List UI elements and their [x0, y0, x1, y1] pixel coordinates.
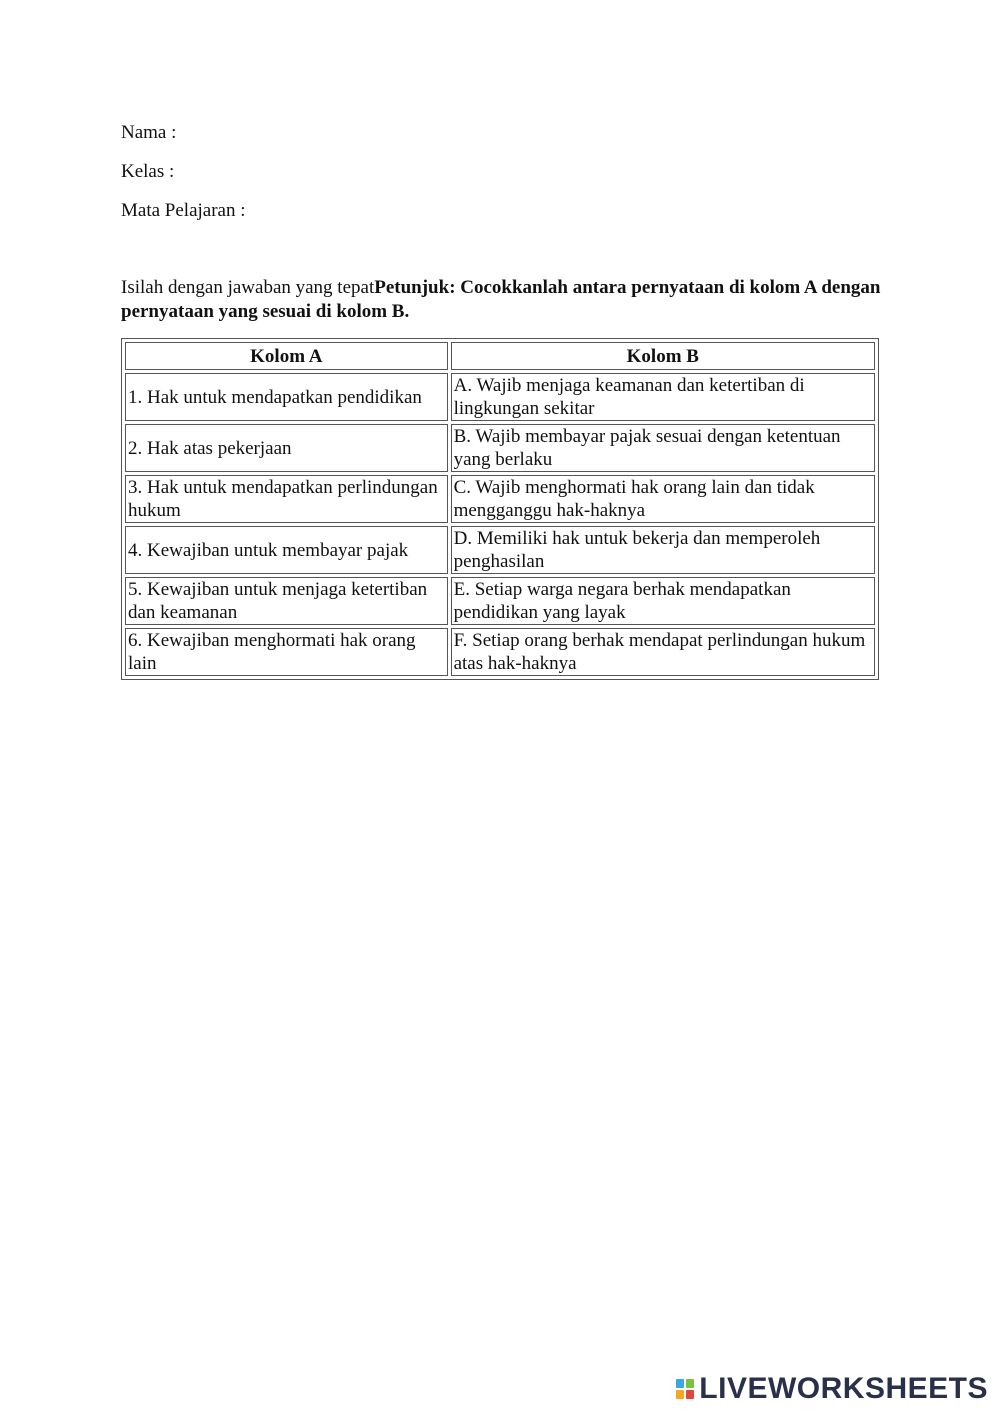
- name-field-label: Nama :: [121, 122, 177, 143]
- column-b-cell: B. Wajib membayar pajak sesuai dengan ketentuan yang berlaku: [451, 424, 875, 472]
- column-a-header: Kolom A: [125, 342, 448, 370]
- class-field-label: Kelas :: [121, 161, 175, 182]
- column-a-cell: 3. Hak untuk mendapatkan perlindungan hukum: [125, 475, 448, 523]
- column-b-cell: C. Wajib menghormati hak orang lain dan tidak mengganggu hak-haknya: [451, 475, 875, 523]
- column-a-cell: 1. Hak untuk mendapatkan pendidikan: [125, 373, 448, 421]
- table-header-row: [125, 342, 875, 370]
- column-a-cell: 4. Kewajiban untuk membayar pajak: [125, 526, 448, 574]
- column-b-cell: D. Memiliki hak untuk bekerja dan memperoleh penghasilan: [451, 526, 875, 574]
- logo-square-icon: [686, 1379, 694, 1388]
- table-row: [125, 526, 875, 574]
- instruction-lead: Isilah dengan jawaban yang tepat: [121, 277, 375, 298]
- logo-square-icon: [676, 1379, 684, 1388]
- instruction-text: [121, 276, 881, 324]
- table-row: [125, 373, 875, 421]
- logo-square-icon: [686, 1390, 694, 1399]
- table-row: [125, 424, 875, 472]
- column-b-cell: A. Wajib menjaga keamanan dan ketertiban di lingkungan sekitar: [451, 373, 875, 421]
- liveworksheets-logo-icon: [676, 1379, 694, 1399]
- instruction-bold: Petunjuk: Cocokkanlah antara pernyataan di kolom A dengan pernyataan yang sesuai di kolom B.: [121, 277, 881, 322]
- column-a-cell: 2. Hak atas pekerjaan: [125, 424, 448, 472]
- matching-table: [121, 338, 879, 680]
- table-row: [125, 475, 875, 523]
- table-row: [125, 577, 875, 625]
- liveworksheets-logo: [676, 1374, 988, 1404]
- column-a-cell: 6. Kewajiban menghormati hak orang lain: [125, 628, 448, 676]
- column-b-cell: F. Setiap orang berhak mendapat perlindungan hukum atas hak-haknya: [451, 628, 875, 676]
- column-a-cell: 5. Kewajiban untuk menjaga ketertiban dan keamanan: [125, 577, 448, 625]
- liveworksheets-logo-text: LIVEWORKSHEETS: [699, 1372, 988, 1405]
- column-b-cell: E. Setiap warga negara berhak mendapatkan pendidikan yang layak: [451, 577, 875, 625]
- logo-square-icon: [676, 1390, 684, 1399]
- column-b-header: Kolom B: [451, 342, 875, 370]
- subject-field-label: Mata Pelajaran :: [121, 200, 246, 221]
- table-row: [125, 628, 875, 676]
